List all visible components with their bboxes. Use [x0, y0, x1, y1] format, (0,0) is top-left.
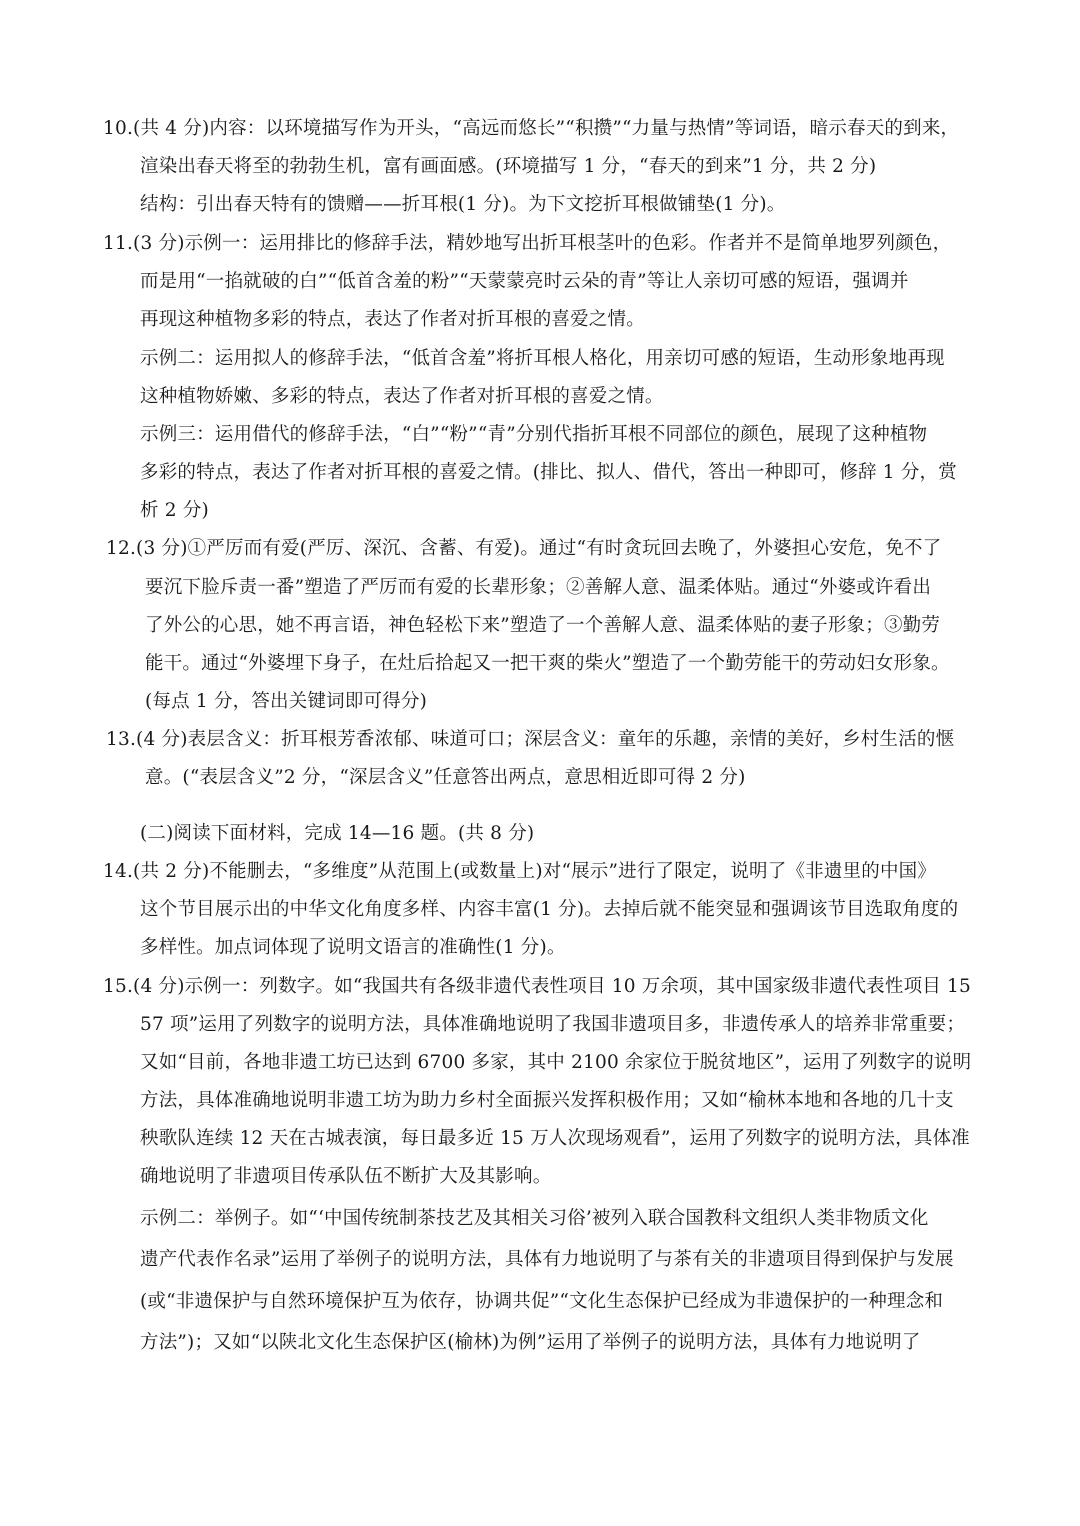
answer-13-line-1: 13.(4 分)表层含义：折耳根芳香浓郁、味道可口；深层含义：童年的乐趣，亲情的美好，乡村生活的惬 — [106, 729, 955, 750]
answer-15-line-8: 遗产代表作名录”运用了举例子的说明方法，具体有力地说明了与茶有关的非遗项目得到保护与发展 — [140, 1249, 954, 1270]
answer-13-line-2: 意。(“表层含义”2 分，“深层含义”任意答出两点，意思相近即可得 2 分) — [145, 767, 746, 788]
answer-14-line-2: 这个节目展示出的中华文化角度多样、内容丰富(1 分)。去掉后就不能突显和强调该节目选取角度的 — [140, 899, 959, 920]
answer-11-line-1: 11.(3 分)示例一：运用排比的修辞手法，精妙地写出折耳根茎叶的色彩。作者并不是简单地罗列颜色， — [103, 233, 952, 254]
answer-11-line-8: 析 2 分) — [140, 500, 209, 521]
answer-15-line-4: 方法，具体准确地说明非遗工坊为助力乡村全面振兴发挥积极作用；又如“榆林本地和各地的几十支 — [140, 1090, 954, 1111]
answer-12-line-2: 要沉下脸斥责一番”塑造了严厉而有爱的长辈形象；②善解人意、温柔体贴。通过“外婆或许看出 — [145, 577, 932, 598]
answer-15-line-10: 方法”)；又如“以陕北文化生态保护区(榆林)为例”运用了举例子的说明方法，具体有力地说明了 — [140, 1332, 921, 1353]
answer-11-line-2: 而是用“一掐就破的白”“低首含羞的粉”“天蒙蒙亮时云朵的青”等让人亲切可感的短语，强调并 — [140, 271, 909, 292]
section-heading: (二)阅读下面材料，完成 14—16 题。(共 8 分) — [140, 823, 535, 844]
answer-15-line-3: 又如“目前，各地非遗工坊已达到 6700 多家，其中 2100 余家位于脱贫地区”，运用了列数字的说明 — [140, 1052, 972, 1073]
answer-11-line-7: 多彩的特点，表达了作者对折耳根的喜爱之情。(排比、拟人、借代，答出一种即可，修辞 1 分，赏 — [140, 462, 957, 483]
answer-10-line-1: 10.(共 4 分)内容：以环境描写作为开头，“高远而悠长”“积攒”“力量与热情”等词语，暗示春天的到来， — [103, 118, 960, 139]
answer-12-line-1: 12.(3 分)①严厉而有爱(严厉、深沉、含蓄、有爱)。通过“有时贪玩回去晚了，外婆担心安危，免不了 — [106, 538, 942, 559]
answer-10-line-2: 渲染出春天将至的勃勃生机，富有画面感。(环境描写 1 分，“春天的到来”1 分，共 2 分) — [140, 156, 877, 177]
answer-15-line-5: 秧歌队连续 12 天在古城表演，每日最多近 15 万人次现场观看”，运用了列数字的说明方法，具体准 — [140, 1128, 970, 1149]
answer-11-line-3: 再现这种植物多彩的特点，表达了作者对折耳根的喜爱之情。 — [140, 309, 645, 330]
answer-15-line-7: 示例二：举例子。如“‘中国传统制茶技艺及其相关习俗’被列入联合国教科文组织人类非物质文化 — [140, 1208, 929, 1229]
answer-11-line-6: 示例三：运用借代的修辞手法，“白”“粉”“青”分别代指折耳根不同部位的颜色，展现了这种植物 — [140, 424, 928, 445]
answer-11-line-4: 示例二：运用拟人的修辞手法，“低首含羞”将折耳根人格化，用亲切可感的短语，生动形象地再现 — [140, 348, 945, 369]
answer-15-line-1: 15.(4 分)示例一：列数字。如“我国共有各级非遗代表性项目 10 万余项，其中国家级非遗代表性项目 15 — [103, 976, 971, 997]
answer-14-line-3: 多样性。加点词体现了说明文语言的准确性(1 分)。 — [140, 937, 566, 958]
answer-12-line-4: 能干。通过“外婆埋下身子，在灶后拾起又一把干爽的柴火”塑造了一个勤劳能干的劳动妇女形象。 — [145, 653, 950, 674]
answer-15-line-9: (或“非遗保护与自然环境保护互为依存，协调共促”“文化生态保护已经成为非遗保护的一种理念和 — [140, 1291, 944, 1312]
answer-15-line-2: 57 项”运用了列数字的说明方法，具体准确地说明了我国非遗项目多，非遗传承人的培养非常重要； — [140, 1014, 966, 1035]
answer-10-line-3: 结构：引出春天特有的馈赠——折耳根(1 分)。为下文挖折耳根做铺垫(1 分)。 — [140, 194, 786, 215]
answer-12-line-3: 了外公的心思，她不再言语，神色轻松下来”塑造了一个善解人意、温柔体贴的妻子形象；③勤劳 — [145, 615, 941, 636]
answer-14-line-1: 14.(共 2 分)不能删去，“多维度”从范围上(或数量上)对“展示”进行了限定，说明了《非遗里的中国》 — [103, 861, 937, 882]
answer-11-line-5: 这种植物娇嫩、多彩的特点，表达了作者对折耳根的喜爱之情。 — [140, 386, 664, 407]
answer-15-line-6: 确地说明了非遗项目传承队伍不断扩大及其影响。 — [140, 1166, 552, 1187]
answer-12-line-5: (每点 1 分，答出关键词即可得分) — [145, 691, 428, 712]
